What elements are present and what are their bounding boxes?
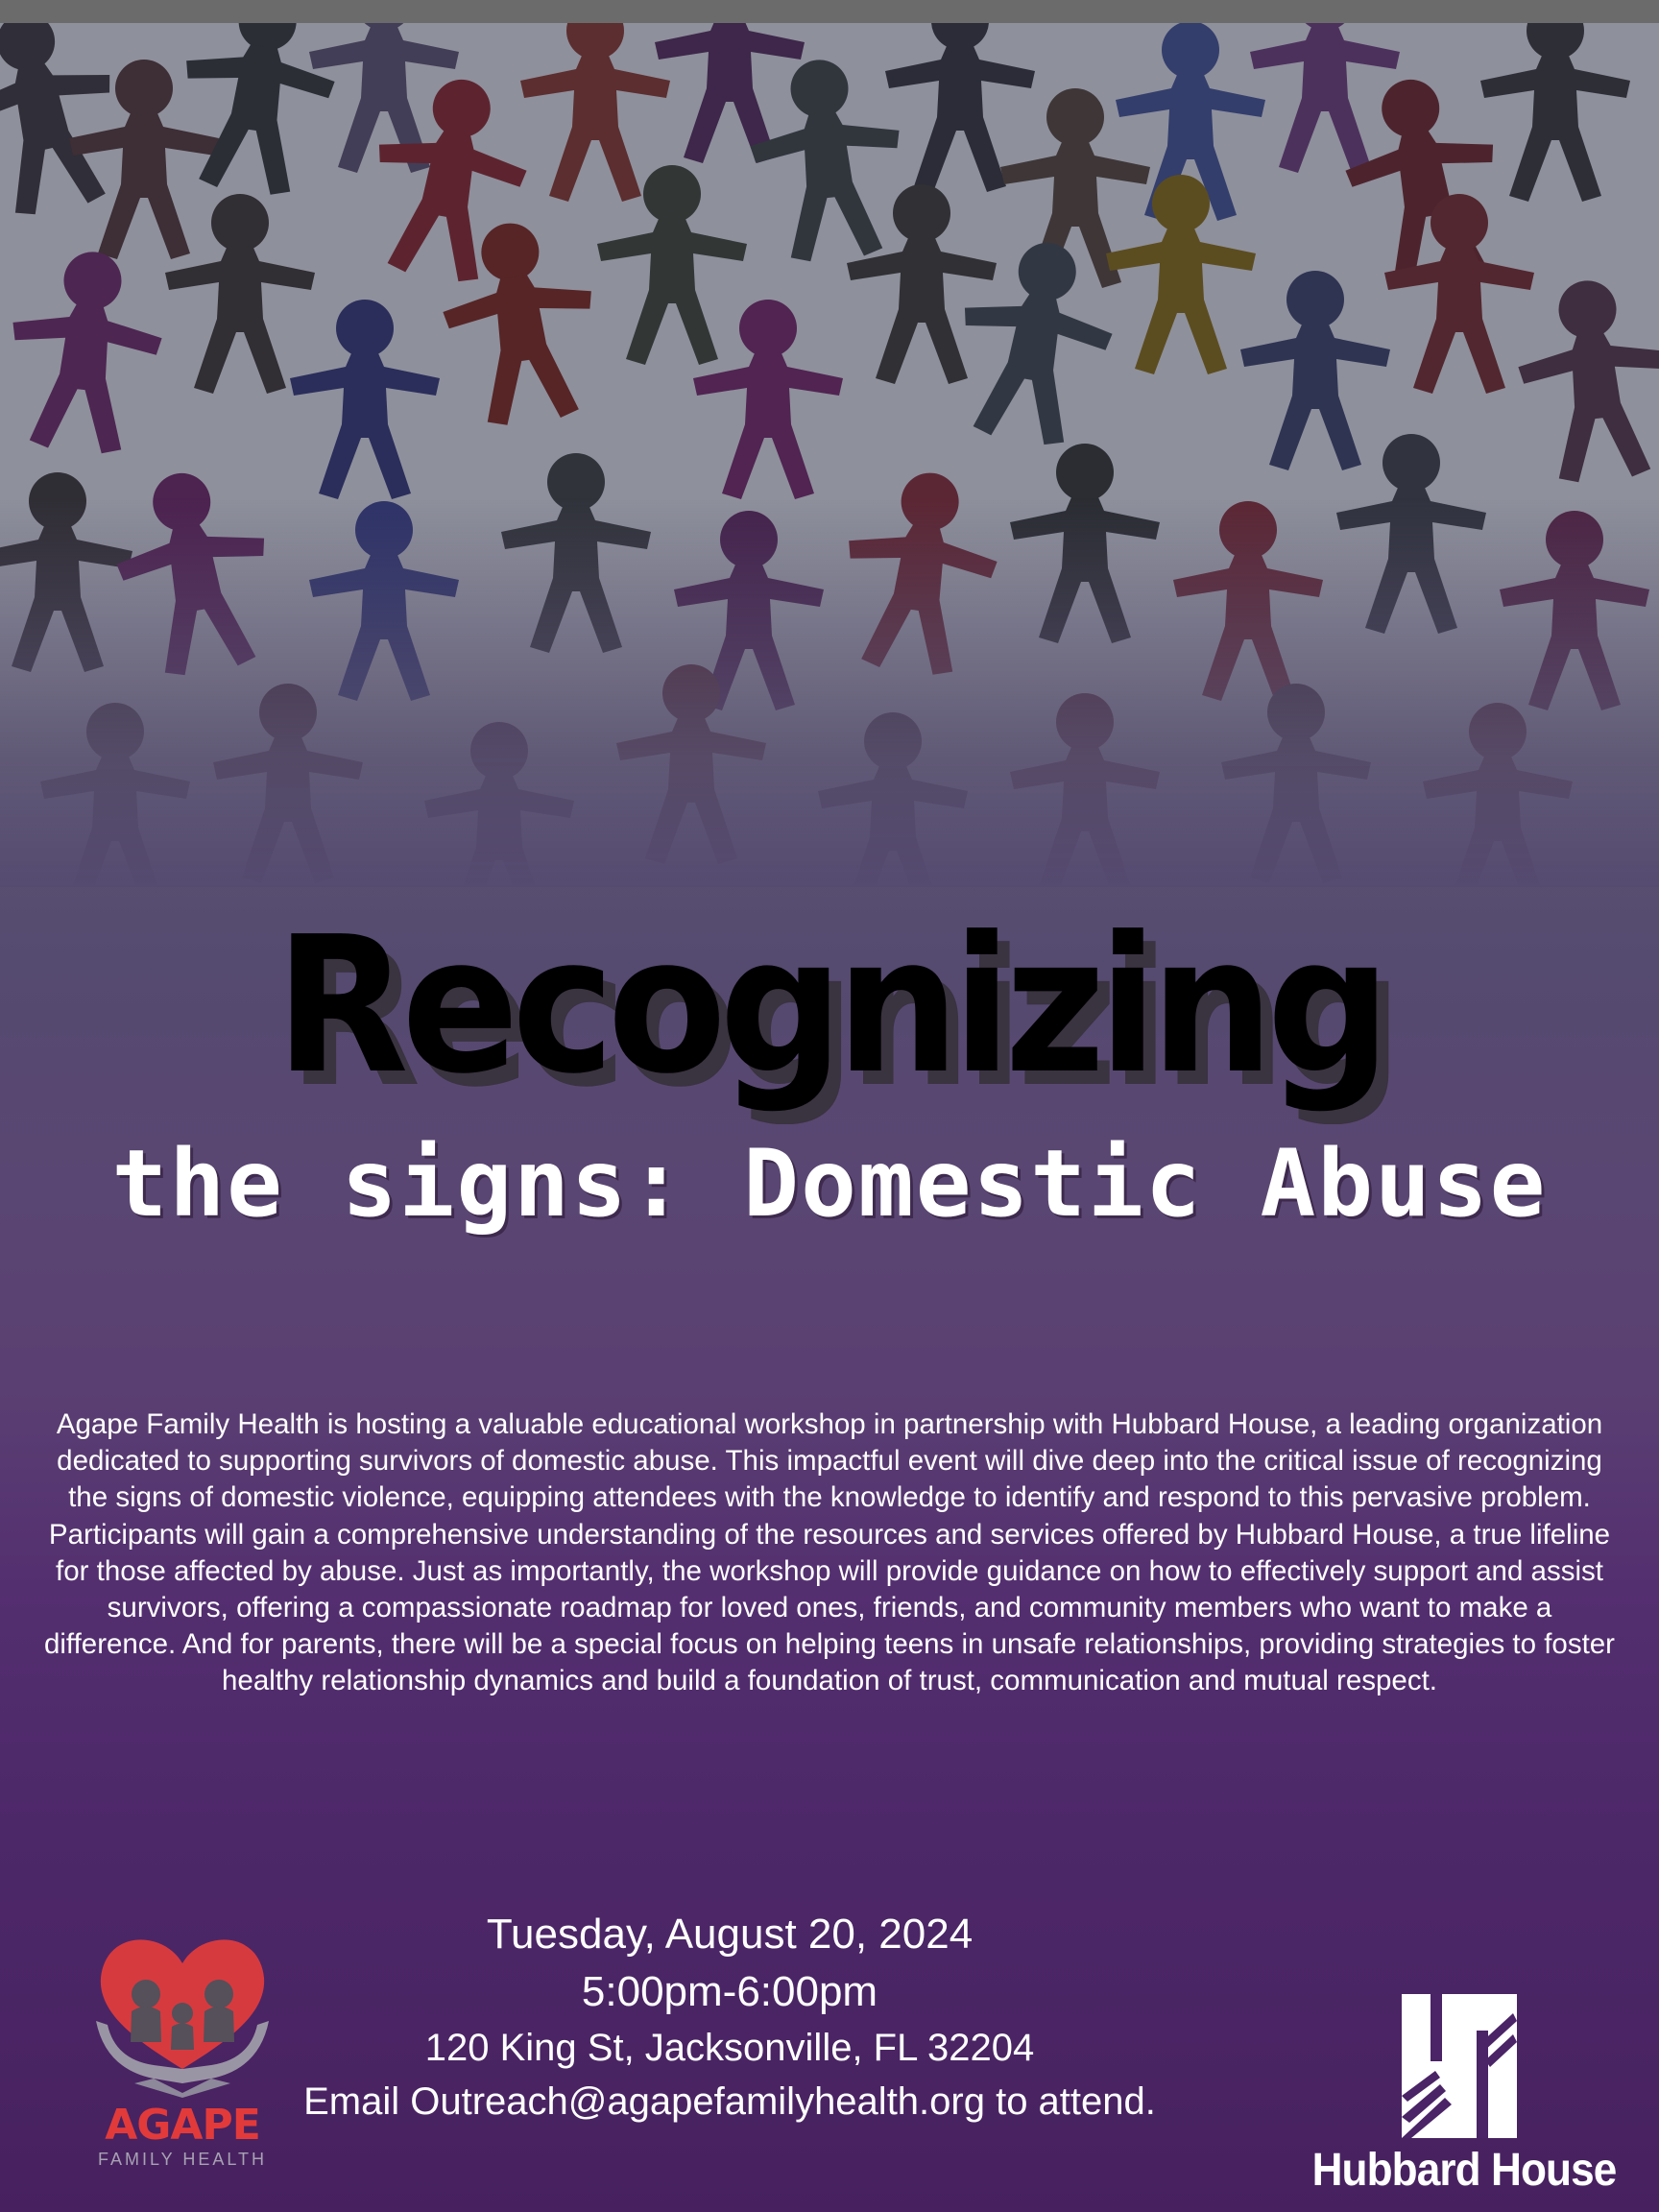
event-address: 120 King St, Jacksonville, FL 32204 (424, 2027, 1035, 2069)
title-recognizing: Recognizing (275, 897, 1384, 1116)
hubbard-house-mark-icon (1286, 1992, 1642, 2146)
heart-hands-icon (77, 1925, 288, 2098)
event-email-instruction: Email Outreach@agapefamilyhealth.org to attend. (303, 2080, 1156, 2123)
top-edge-bar (0, 0, 1659, 23)
event-description: Agape Family Health is hosting a valuable educational workshop in partnership with Hubbard House, a leading organization dedicated to supporting survivors of domestic abuse. This impactful event will dive deep into the critical issue of recognizing the signs of domestic violence, equipping attendees with the knowledge to identify and respond to this pervasive problem. Participants will gain a comprehensive understanding of the resources and services offered by Hubbard House, a true lifeline for those affected by abuse. Just as importantly, the workshop will provide guidance on how to effectively support and assist survivors, offering a compassionate roadmap for loved ones, friends, and community members who want to make a difference. And for parents, there will be a special focus on helping teens in unsafe relationships, providing strategies to foster healthy relationship dynamics and build a foundation of trust, communication and mutual respect. (43, 1408, 1616, 1697)
hubbard-logo-name: Hubbard House (1311, 2145, 1617, 2196)
hero-gradient-fade (0, 23, 1659, 887)
agape-family-health-logo (77, 1925, 288, 2169)
agape-logo-subtitle: FAMILY HEALTH (97, 2150, 268, 2169)
event-date: Tuesday, August 20, 2024 (486, 1911, 974, 1958)
event-time: 5:00pm-6:00pm (581, 1968, 878, 2015)
hubbard-house-logo (1286, 1992, 1642, 2199)
agape-logo-name: AGAPE (105, 2101, 260, 2150)
title-subtitle: the signs: Domestic Abuse (111, 1130, 1548, 1238)
event-details (250, 1906, 1210, 2128)
